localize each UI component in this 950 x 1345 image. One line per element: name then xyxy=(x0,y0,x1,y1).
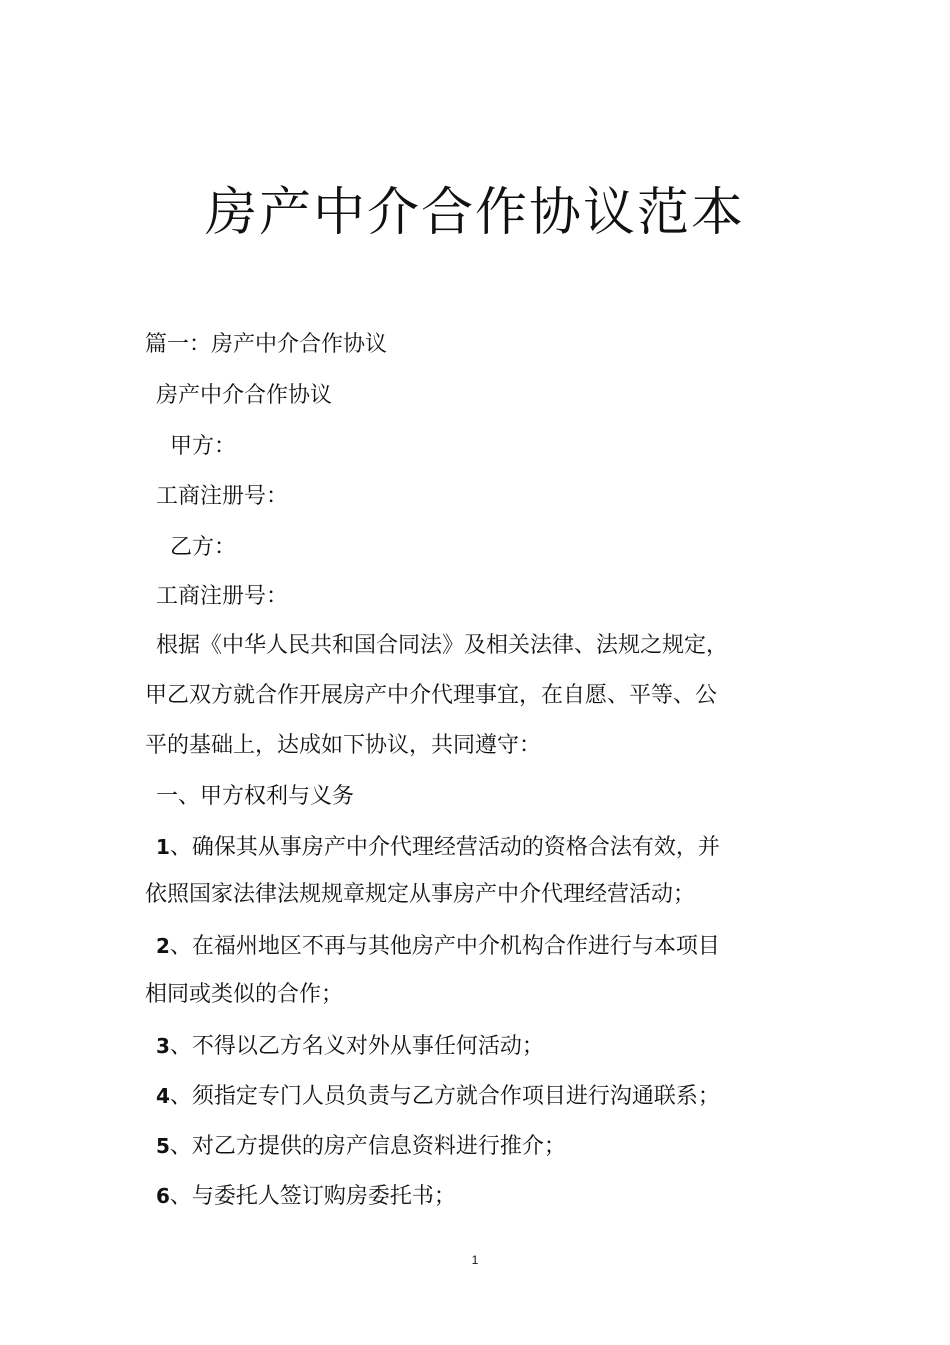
item-number: 2 xyxy=(156,934,170,958)
item-text: 、须指定专门人员负责与乙方就合作项目进行沟通联系； xyxy=(169,1084,720,1109)
item-text: 、在福州地区不再与其他房产中介机构合作进行与本项目 xyxy=(169,934,720,959)
item-text: 、确保其从事房产中介代理经营活动的资格合法有效，并 xyxy=(169,835,720,860)
party-b-label: 乙方： xyxy=(170,535,237,560)
item-number: 1 xyxy=(156,835,170,859)
list-item xyxy=(156,931,720,962)
list-item xyxy=(156,1181,456,1212)
preamble-line: 根据《中华人民共和国合同法》及相关法律、法规之规定， xyxy=(156,633,729,658)
party-a-registration-label: 工商注册号： xyxy=(156,484,289,509)
section-heading: 篇一：房产中介合作协议 xyxy=(145,332,388,357)
item-text: 、与委托人签订购房委托书； xyxy=(169,1184,456,1209)
item-text: 、对乙方提供的房产信息资料进行推介； xyxy=(169,1134,566,1159)
list-item-continuation: 相同或类似的合作； xyxy=(145,982,344,1007)
party-a-label: 甲方： xyxy=(170,434,237,459)
agreement-subtitle: 房产中介合作协议 xyxy=(156,383,333,408)
item-number: 5 xyxy=(156,1134,170,1158)
item-text: 、不得以乙方名义对外从事任何活动； xyxy=(169,1034,544,1059)
preamble-line: 甲乙双方就合作开展房产中介代理事宜，在自愿、平等、公 xyxy=(145,683,718,708)
item-number: 4 xyxy=(156,1084,170,1108)
page-number: 1 xyxy=(471,1253,479,1267)
list-item xyxy=(156,1081,720,1112)
preamble-line: 平的基础上，达成如下协议，共同遵守： xyxy=(145,733,542,758)
item-number: 3 xyxy=(156,1034,170,1058)
list-item-continuation: 依照国家法律法规规章规定从事房产中介代理经营活动； xyxy=(145,882,696,907)
item-number: 6 xyxy=(156,1184,170,1208)
document-title: 房产中介合作协议范本 xyxy=(204,183,745,243)
list-item xyxy=(156,1131,566,1162)
list-item xyxy=(156,832,720,863)
party-b-registration-label: 工商注册号： xyxy=(156,584,289,609)
article-one-heading: 一、甲方权利与义务 xyxy=(156,784,355,809)
list-item xyxy=(156,1031,544,1062)
